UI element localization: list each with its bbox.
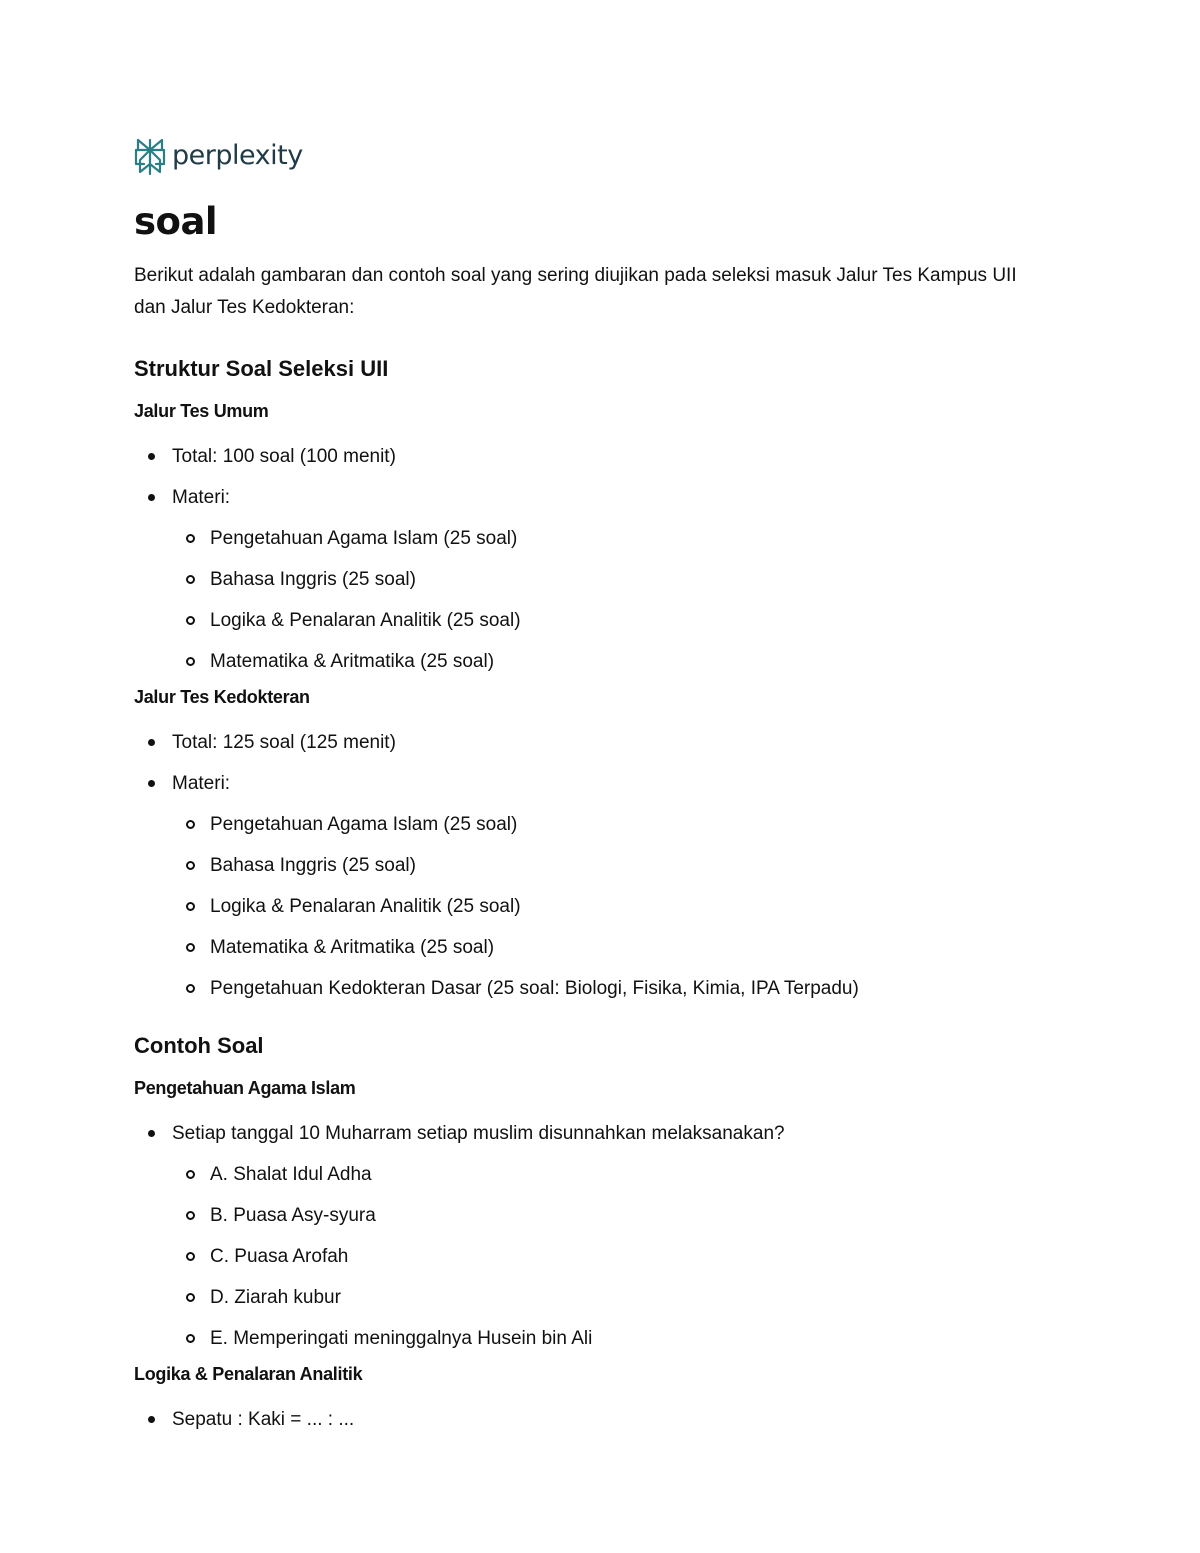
materi-label: Materi: bbox=[172, 773, 231, 794]
list-jalur-umum bbox=[134, 436, 1034, 682]
answer-option: D. Ziarah kubur bbox=[172, 1277, 1034, 1318]
list-item: Pengetahuan Agama Islam (25 soal) bbox=[172, 804, 1034, 845]
subheading-jalur-umum: Jalur Tes Umum bbox=[134, 401, 269, 421]
list-contoh-logika bbox=[134, 1399, 1034, 1440]
list-item-total: Total: 100 soal (100 menit) bbox=[134, 436, 1034, 477]
section-heading-contoh: Contoh Soal bbox=[134, 1033, 264, 1058]
list-jalur-kedokteran bbox=[134, 722, 1034, 1009]
list-item: Pengetahuan Agama Islam (25 soal) bbox=[172, 518, 1034, 559]
question-text: Setiap tanggal 10 Muharram setiap muslim disunnahkan melaksanakan? bbox=[172, 1123, 785, 1144]
answer-option: E. Memperingati meninggalnya Husein bin Ali bbox=[172, 1318, 1034, 1359]
materi-sublist bbox=[172, 804, 1034, 1009]
list-item-total: Total: 125 soal (125 menit) bbox=[134, 722, 1034, 763]
materi-label: Materi: bbox=[172, 487, 231, 508]
list-item: Matematika & Aritmatika (25 soal) bbox=[172, 641, 1034, 682]
section-heading-struktur: Struktur Soal Seleksi UII bbox=[134, 356, 389, 381]
brand-logo bbox=[134, 134, 1034, 178]
intro-paragraph: Berikut adalah gambaran dan contoh soal yang sering diujikan pada seleksi masuk Jalur Tes Kampus UII dan Jalur Tes Kedokteran: bbox=[134, 265, 1017, 318]
document-page bbox=[134, 134, 1034, 1440]
list-item: Logika & Penalaran Analitik (25 soal) bbox=[172, 600, 1034, 641]
answer-option: A. Shalat Idul Adha bbox=[172, 1154, 1034, 1195]
list-item: Bahasa Inggris (25 soal) bbox=[172, 845, 1034, 886]
list-item: Matematika & Aritmatika (25 soal) bbox=[172, 927, 1034, 968]
brand-name: perplexity bbox=[172, 139, 303, 171]
subheading-jalur-kedokteran: Jalur Tes Kedokteran bbox=[134, 687, 310, 707]
list-item-materi bbox=[134, 763, 1034, 1009]
subheading-logika: Logika & Penalaran Analitik bbox=[134, 1364, 363, 1384]
materi-sublist bbox=[172, 518, 1034, 682]
question-item bbox=[134, 1113, 1034, 1359]
perplexity-logo-icon bbox=[134, 136, 166, 176]
subheading-agama-islam: Pengetahuan Agama Islam bbox=[134, 1078, 356, 1098]
list-item: Logika & Penalaran Analitik (25 soal) bbox=[172, 886, 1034, 927]
answer-option: C. Puasa Arofah bbox=[172, 1236, 1034, 1277]
answer-option: B. Puasa Asy-syura bbox=[172, 1195, 1034, 1236]
answer-options bbox=[172, 1154, 1034, 1359]
list-item: Bahasa Inggris (25 soal) bbox=[172, 559, 1034, 600]
list-contoh-agama bbox=[134, 1113, 1034, 1359]
list-item: Pengetahuan Kedokteran Dasar (25 soal: Biologi, Fisika, Kimia, IPA Terpadu) bbox=[172, 968, 1034, 1009]
list-item-materi bbox=[134, 477, 1034, 682]
question-item: Sepatu : Kaki = ... : ... bbox=[134, 1399, 1034, 1440]
page-title: soal bbox=[134, 200, 218, 243]
